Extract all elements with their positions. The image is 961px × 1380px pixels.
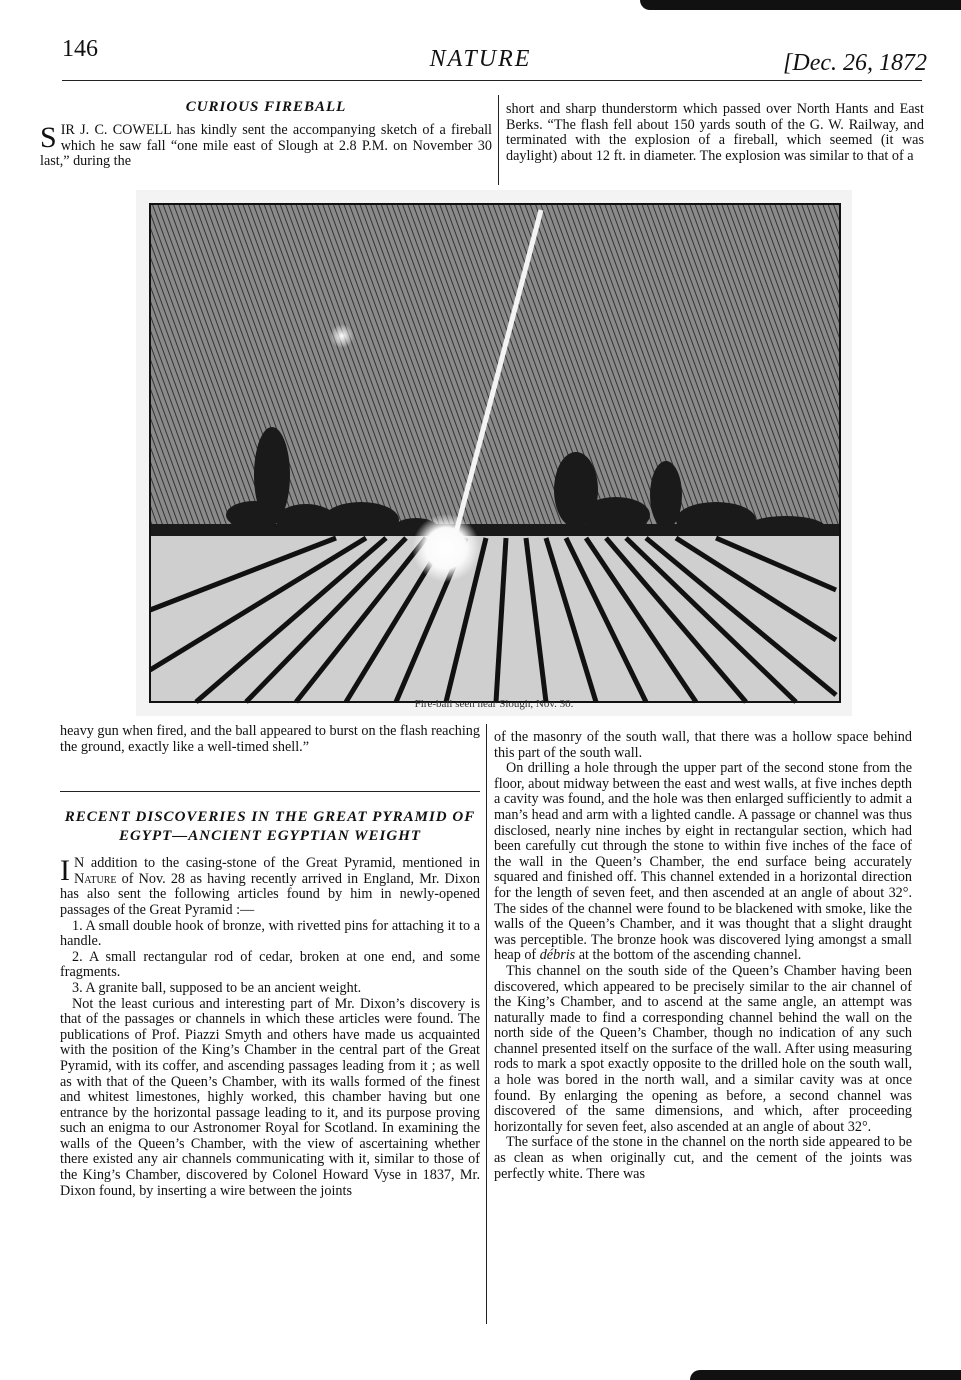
scan-edge-top [640,0,961,10]
pyramid-intro-b: of Nov. 28 as having recently arrived in England, Mr. Dixon has also sent the following articles found by him in newly-opened passages of the Great Pyramid :— [60,870,480,918]
pyramid-intro-nature: Nature [74,870,117,887]
article-separator [60,791,480,792]
pyramid-intro-a: N addition to the casing-stone of the Great Pyramid, mentioned in [74,855,480,872]
pyramid-para-left: Not the least curious and interesting part of Mr. Dixon’s discovery is that of the passages or channels in which these articles were found. The publications of Prof. Piazzi Smyth and others have made us acquainted with the position of the King’s Chamber in the central part of the Great Pyramid, with its coffer, and ascending passages leading from it ; as well as with that of the Queen’s Chamber, with its walls formed of the finest and whitest limestones, highly worked, this chamber having but one entrance by the horizontal passage leading to it, and its purpose proving such an enigma to our Astronomer Royal for Scotland. In examining the walls of the Queen’s Chamber, with the view of ascertaining whether there existed any air channels communicating with it, similar to those of the King’s Chamber, discovered by Colonel Howard Vyse in 1837, Mr. Dixon found, by inserting a wire between the joints [60,995,480,1199]
fireball-continuation: heavy gun when fired, and the ball appeared to burst on the flash reaching the ground, exactly like a well-timed shell.” [60,723,480,755]
pyramid-right-2-end: at the bottom of the ascending channel. [575,947,802,964]
fireball-left-column [40,98,492,170]
lower-right-column [494,730,912,1182]
pyramid-item-1: 1. A small double hook of bronze, with rivetted pins for attaching it to a handle. [60,917,480,950]
ploughed-field [150,536,840,702]
pyramid-right-4: The surface of the stone in the channel on the north side appeared to be as clean as when originally cut, and the cement of the joints was perfectly white. There was [494,1134,912,1182]
fireball-intro [40,123,492,170]
pyramid-title: RECENT DISCOVERIES IN THE GREAT PYRAMID OF EGYPT—ANCIENT EGYPTIAN WEIGHT [64,809,476,845]
page-number: 146 [62,36,98,62]
figure-caption: Fire-ball seen near Slough, Nov. 30. [414,698,574,710]
pyramid-item-2: 2. A small rectangular rod of cedar, broken at one end, and some fragments. [60,948,480,981]
fireball-burst [412,514,480,582]
fireball-illustration [136,190,852,716]
fireball-right-text: short and sharp thunderstorm which passed over North Hants and East Berks. “The flash fell about 150 yards south of the G. W. Railway, and terminated with the explosion of a fireball, which seemed (it was daylight) about 12 ft. in diameter. The explosion was similar to that of a [506,101,924,164]
pyramid-debris: débris [539,947,576,964]
scan-edge-bottom [690,1370,961,1380]
pyramid-right-2-text: On drilling a hole through the upper part of the second stone from the floor, about midway between the east and west walls, at five inches depth a cavity was found, and the hole was then enlarged sufficiently to admit a man’s head and arm with a lighted candle. A passage or channel was thus disclosed, nearly nine inches by eight in rectangular section, which had been carefully cut through the stone to within five inches of the face of the wall in the Queen’s Chamber, the end surface being accurately squared and finished off. This channel extended in a horizontal direction for the length of seven feet, and then ascended at an angle of about 32°. The sides of the channel were found to be blackened with smoke, like the walls of the Queen’s Chamber, and it was thought that a slight draught was perceptible. The bronze hook was discovered lying amongst a small heap of [494,760,912,964]
pyramid-right-2 [494,761,912,964]
pyramid-item-3: 3. A granite ball, supposed to be an ancient weight. [72,979,362,996]
pyramid-right-1: of the masonry of the south wall, that there was a hollow space behind this part of the south wall. [494,729,912,761]
fireball-column-divider [498,95,499,185]
bright-star [330,324,354,348]
pyramid-dropcap: I [60,854,70,888]
header-rule [62,80,922,81]
fireball-right-column [506,102,924,164]
pyramid-intro [60,856,480,918]
journal-title: NATURE [429,46,532,72]
lower-column-divider [486,724,487,1324]
pyramid-right-3: This channel on the south side of the Queen’s Chamber having been discovered, which appeared to be precisely similar to the air channel of the King’s Chamber, and to ascend at the same angle, an attempt was naturally made to find a corresponding channel behind the wall on the north side of the Queen’s Chamber, though no indication of any such channel presented itself on the surface of the wall. After using measuring rods to mark a spot exactly opposite to the drilled hole on the south wall, a hole was bored in the north wall, and a similar cavity was at once found. By enlarging the opening as before, a second channel was discovered of the same dimensions, and which, after proceeding horizontally for seven feet, also ascended at an angle of about 32°. [494,962,912,1135]
fireball-title: CURIOUS FIREBALL [185,99,347,115]
fireball-dropcap: S [40,121,57,154]
fireball-intro-text: IR J. C. COWELL has kindly sent the accompanying sketch of a fireball which he saw fall “one mile east of Slough at 2.8 P.M. on November 30 last,” during the [40,122,492,170]
lower-left-column [60,724,480,1199]
issue-date: [Dec. 26, 1872 [783,50,927,76]
sky [150,204,840,544]
